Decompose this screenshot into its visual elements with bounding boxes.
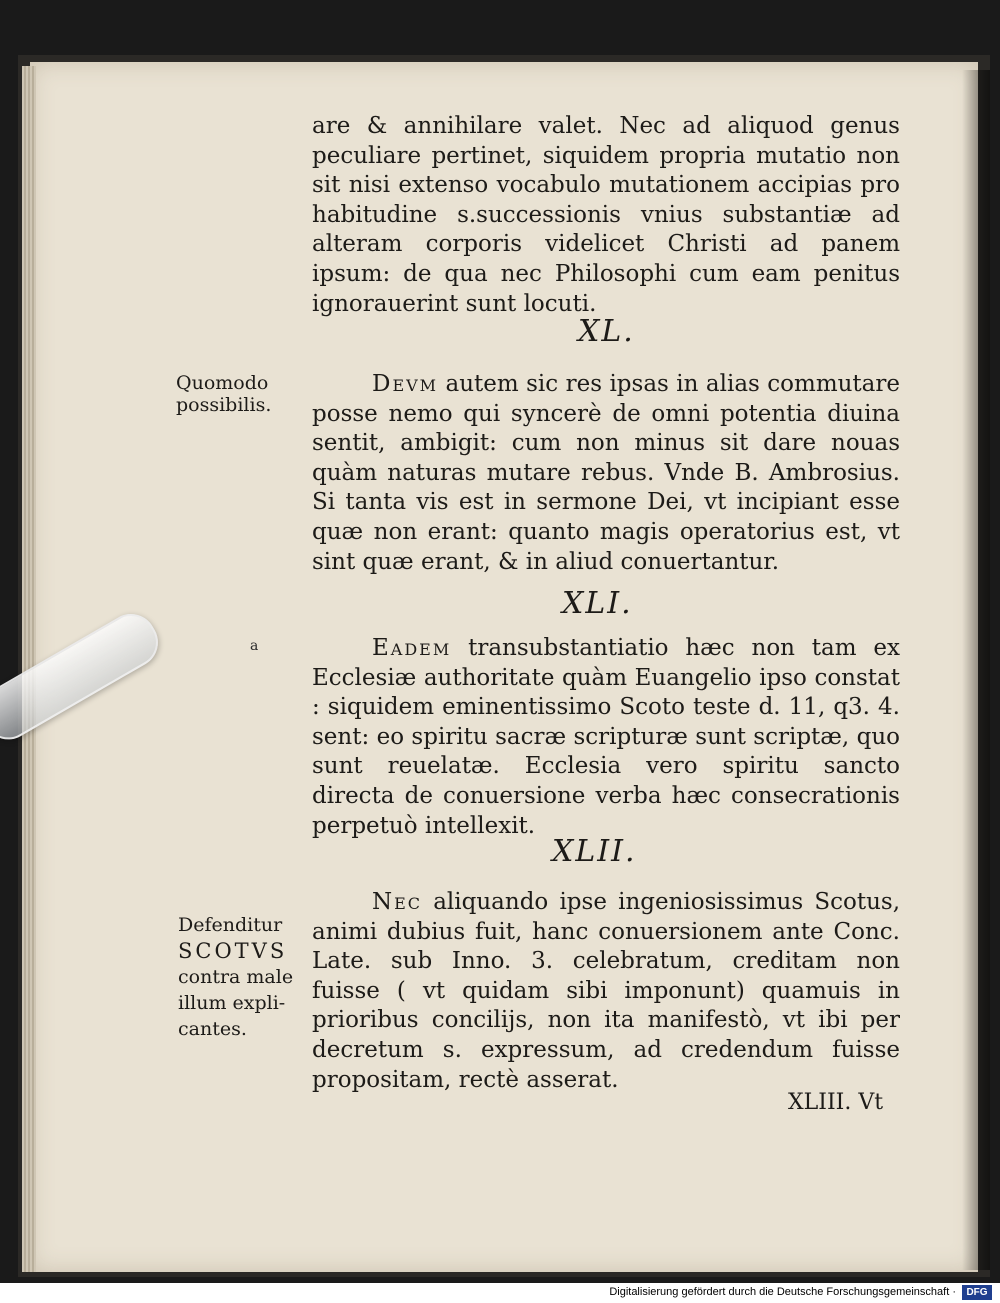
paragraph-xlii <box>312 888 900 1095</box>
lead-word-nec: Nec <box>372 889 423 915</box>
margin-note-quomodo: Quomodo possibilis. <box>176 372 272 416</box>
catchword: XLIII. Vt <box>788 1090 884 1115</box>
main-text <box>312 112 900 319</box>
margin-note-line-3: contra male <box>178 966 294 988</box>
paragraph-intro: are & annihilare valet. Nec ad aliquod genus peculiare pertinet, siquidem propria mutatio non sit nisi extenso vocabulo mutationem accipias pro habitudine s.successionis vnius substantiæ ad alteram corporis videlicet Christi ad panem ipsum: de qua nec Philosophi cum eam penitus ignorauerint sunt locuti. <box>312 113 900 317</box>
paragraph-xl <box>312 370 900 577</box>
section-numeral-xli: XLI. <box>562 586 633 621</box>
lead-word-devm: Devm <box>372 371 439 397</box>
paragraph-xl-text: autem sic res ipsas in alias commutare posse nemo qui syncerè de omni potentia diuina sentit, ambigit: cum non minus sit dare nouas quàm naturas mutare rebus. Vnde B. Ambrosius. Si tanta vis est in sermone Dei, vt incipiant esse quæ non erant: quanto magis operatorius est, vt sint quæ erant, & in aliud conuertantur. <box>312 371 900 575</box>
margin-note-line-1: Defenditur <box>178 914 283 936</box>
paragraph-xli-text: transubstantiatio hæc non tam ex Ecclesiæ authoritate quàm Euangelio ipso constat : siquidem eminentissimo Scoto teste d. 11, q3. 4. sent: eo spiritu sacræ scripturæ sunt scriptæ, quo sunt reuelatæ. Ecclesia vero spiritu sancto directa de conuersione verba hæc consecrationis perpetuò intellexit. <box>312 635 900 839</box>
section-numeral-xlii: XLII. <box>552 834 637 869</box>
binding-shadow <box>962 70 990 1270</box>
dfg-logo-icon: DFG <box>962 1285 992 1300</box>
footer-credit: Digitalisierung gefördert durch die Deutsche Forschungsgemeinschaft · <box>609 1286 956 1298</box>
margin-note-scotus <box>178 912 318 1042</box>
margin-note-line-5: cantes. <box>178 1018 247 1040</box>
margin-note-line-2: SCOTVS <box>178 939 288 963</box>
paragraph-xli <box>312 634 900 841</box>
margin-marker: a <box>250 638 259 654</box>
margin-note-line-4: illum expli- <box>178 992 286 1014</box>
section-numeral-xl: XL. <box>578 314 635 349</box>
lead-word-eadem: Eadem <box>372 635 452 661</box>
paragraph-xlii-text: aliquando ipse ingeniosissimus Scotus, animi dubius fuit, hanc conuersionem ante Conc. Late. sub Inno. 3. celebratum, creditam non fuisse ( vt quidam sibi imponunt) quamuis in prioribus concilijs, non ita manifestò, vt ibi per decretum s. expressum, ad credendum fuisse propositam, rectè asserat. <box>312 889 900 1093</box>
